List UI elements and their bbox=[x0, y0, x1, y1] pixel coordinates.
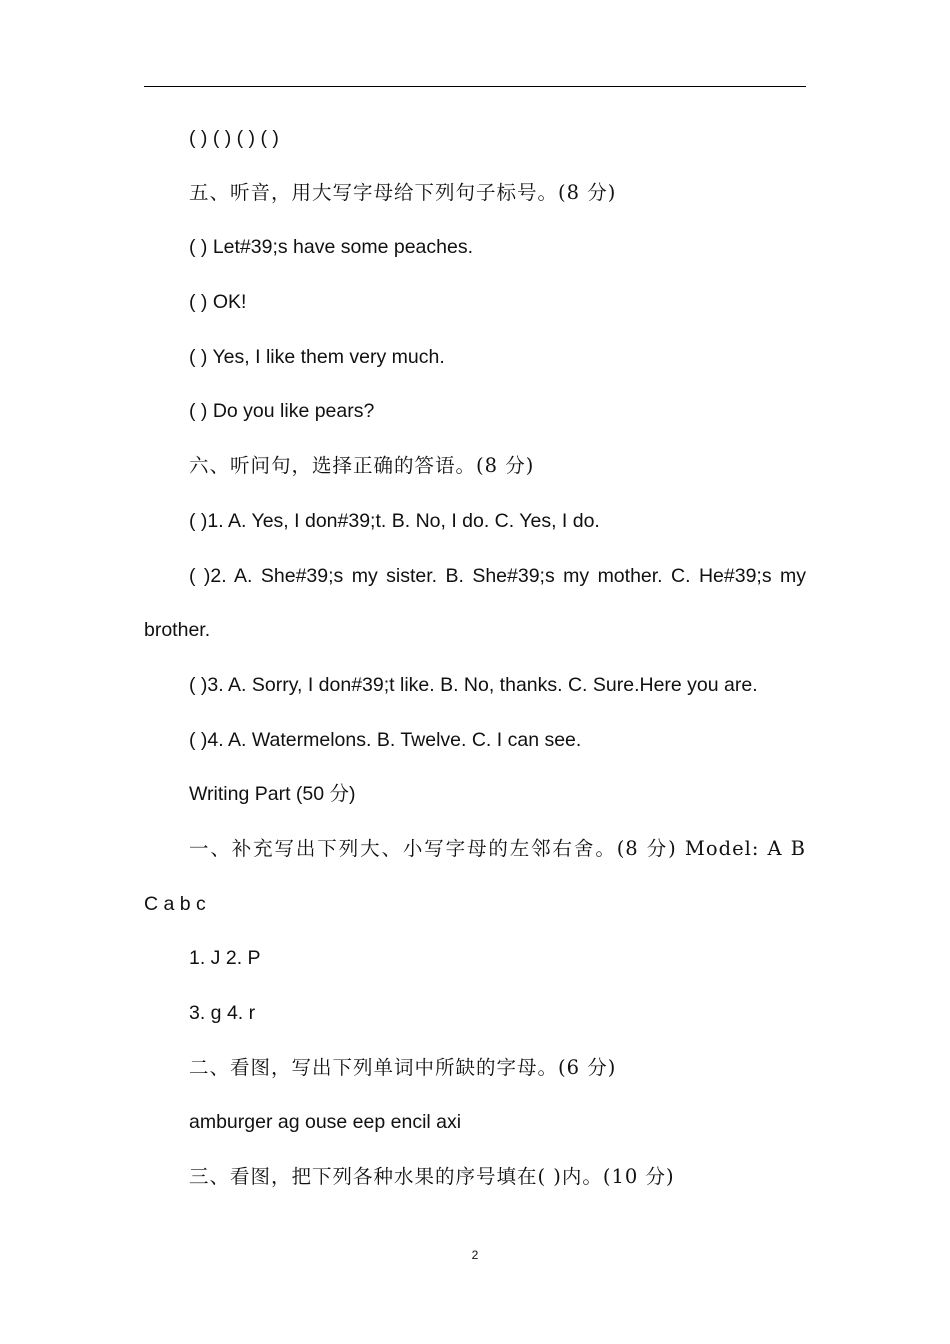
exercise-line: 1. J 2. P bbox=[189, 947, 261, 970]
question-line: ( ) OK! bbox=[189, 291, 247, 314]
exercise-line: 3. g 4. r bbox=[189, 1002, 256, 1024]
model-continuation: C a b c bbox=[144, 892, 206, 915]
header-rule bbox=[144, 86, 806, 87]
section-heading-writing-2: 二、看图，写出下列单词中所缺的字母。(6 分) bbox=[189, 1055, 617, 1079]
question-line: ( )1. A. Yes, I don#39;t. B. No, I do. C. Yes, I do. bbox=[189, 509, 600, 532]
question-line: ( ) Do you like pears? bbox=[189, 400, 375, 423]
question-line: ( ) Let#39;s have some peaches. bbox=[189, 236, 473, 259]
question-line-continuation: brother. bbox=[144, 619, 211, 642]
question-line: ( ) Yes, I like them very much. bbox=[189, 345, 445, 368]
document-body bbox=[144, 111, 806, 1205]
section-heading-listening-5: 五、听音，用大写字母给下列句子标号。(8 分) bbox=[189, 180, 617, 204]
exercise-line: amburger ag ouse eep encil axi bbox=[189, 1111, 462, 1134]
answer-brackets-line: ( ) ( ) ( ) ( ) bbox=[189, 127, 279, 149]
part-heading-writing: Writing Part (50 分) bbox=[189, 783, 356, 806]
question-line: ( )3. A. Sorry, I don#39;t like. B. No, thanks. C. Sure.Here you are. bbox=[189, 673, 758, 696]
section-heading-listening-6: 六、听问句，选择正确的答语。(8 分) bbox=[189, 454, 535, 478]
section-heading-writing-1: 一、补充写出下列大、小写字母的左邻右舍。(8 分) Model: A B bbox=[189, 836, 806, 860]
page-number: 2 bbox=[471, 1248, 479, 1262]
section-heading-writing-3: 三、看图，把下列各种水果的序号填在( )内。(10 分) bbox=[189, 1165, 675, 1189]
question-line: ( )2. A. She#39;s my sister. B. She#39;s my mother. C. He#39;s my bbox=[189, 564, 806, 587]
question-line: ( )4. A. Watermelons. B. Twelve. C. I can see. bbox=[189, 728, 582, 751]
